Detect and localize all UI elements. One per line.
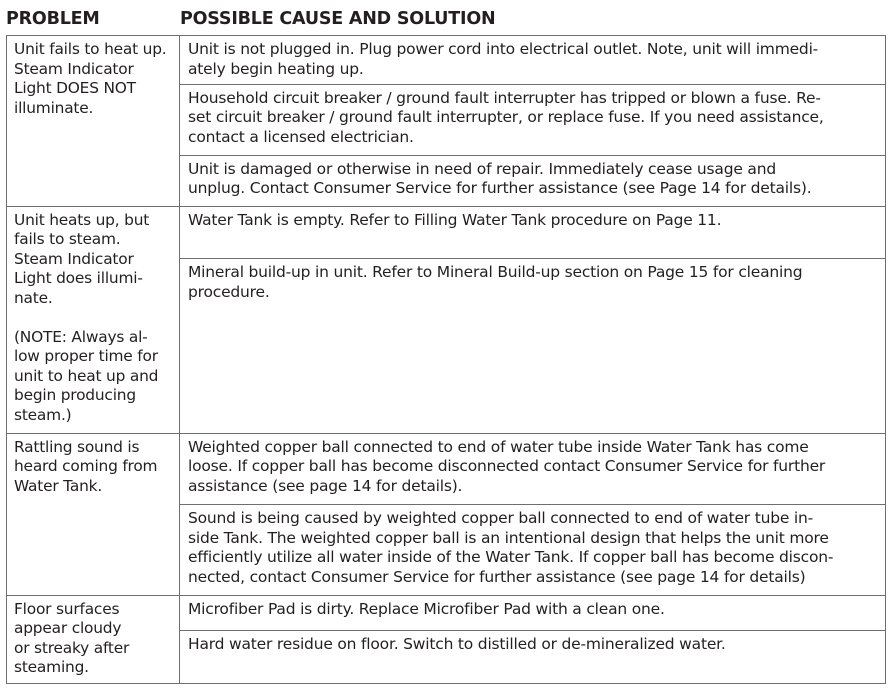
problem-text-line: nate. (14, 288, 53, 307)
problem-text-line: heard coming from (14, 457, 158, 476)
problem-text-line: Light does illumi- (14, 269, 143, 288)
cause-solution-column-header: POSSIBLE CAUSE AND SOLUTION (180, 9, 496, 29)
table-row (7, 433, 886, 504)
table-row (7, 206, 886, 258)
problem-text-line: appear cloudy (14, 619, 122, 637)
solution-text-line: loose. If copper ball has become disconnected contact Consumer Service for further (188, 457, 826, 476)
problem-column-header: PROBLEM (6, 9, 100, 29)
solution-text-line: set circuit breaker / ground fault interrupter, or replace fuse. If you need assistance, (188, 108, 824, 127)
solution-cell (180, 206, 886, 258)
problem-text-line: fails to steam. (14, 230, 121, 249)
problem-text-line: Rattling sound is (14, 437, 140, 456)
solution-text-line: efficiently utilize all water inside of the Water Tank. If copper ball has become discon- (188, 548, 834, 567)
problem-text-line: Steam Indicator (14, 59, 134, 78)
solution-cell (180, 155, 886, 206)
problem-text-line: or streaky after (14, 638, 130, 657)
solution-cell (180, 595, 886, 630)
troubleshooting-table (6, 35, 886, 684)
problem-text-line: steaming. (14, 658, 89, 676)
solution-text-line: nected, contact Consumer Service for further assistance (see page 14 for details) (188, 567, 806, 586)
problem-note-line: begin producing (14, 386, 136, 405)
table-row (7, 36, 886, 85)
solution-text-line: contact a licensed electrician. (188, 127, 414, 146)
problem-text-line: Steam Indicator (14, 249, 134, 268)
solution-text-line: Household circuit breaker / ground fault interrupter has tripped or blown a fuse. Re- (188, 88, 821, 107)
solution-text-line: Mineral build-up in unit. Refer to Mineral Build-up section on Page 15 for cleaning (188, 263, 803, 282)
solution-cell (180, 505, 886, 595)
solution-text-line: side Tank. The weighted copper ball is an intentional design that helps the unit more (188, 528, 829, 547)
problem-text-line: Floor surfaces (14, 599, 120, 618)
solution-cell (180, 84, 886, 155)
problem-text-line: Unit heats up, but (14, 210, 150, 229)
solution-text-line: ately begin heating up. (188, 59, 364, 78)
table-row (7, 595, 886, 630)
problem-note-line: unit to heat up and (14, 366, 159, 385)
solution-cell (180, 259, 886, 434)
solution-text-line: Unit is damaged or otherwise in need of repair. Immediately cease usage and (188, 159, 776, 178)
solution-text-line: assistance (see page 14 for details). (188, 476, 463, 495)
solution-text-line: Hard water residue on floor. Switch to distilled or de-mineralized water. (188, 634, 726, 653)
problem-text-line: Unit fails to heat up. (14, 40, 167, 58)
solution-text-line: Microfiber Pad is dirty. Replace Microfiber Pad with a clean one. (188, 599, 665, 618)
problem-cell (7, 36, 180, 207)
solution-cell (180, 36, 886, 85)
solution-cell (180, 433, 886, 504)
solution-text-line: unplug. Contact Consumer Service for further assistance (see Page 14 for details). (188, 179, 812, 198)
solution-text-line: procedure. (188, 282, 270, 301)
problem-note-line: steam.) (14, 405, 72, 424)
solution-text-line: Water Tank is empty. Refer to Filling Water Tank procedure on Page 11. (188, 210, 722, 229)
problem-text-line: Light DOES NOT (14, 79, 136, 97)
problem-note-line: low proper time for (14, 347, 158, 366)
problem-cell (7, 595, 180, 684)
solution-text-line: Unit is not plugged in. Plug power cord into electrical outlet. Note, unit will immedi- (188, 40, 819, 58)
solution-text-line: Weighted copper ball connected to end of water tube inside Water Tank has come (188, 437, 809, 456)
problem-cell (7, 433, 180, 595)
solution-text-line: Sound is being caused by weighted copper ball connected to end of water tube in- (188, 509, 814, 528)
problem-text-line: illuminate. (14, 98, 94, 117)
problem-cell (7, 206, 180, 433)
problem-text-line: Water Tank. (14, 476, 103, 495)
problem-note-line: (NOTE: Always al- (14, 327, 148, 346)
solution-cell (180, 630, 886, 683)
